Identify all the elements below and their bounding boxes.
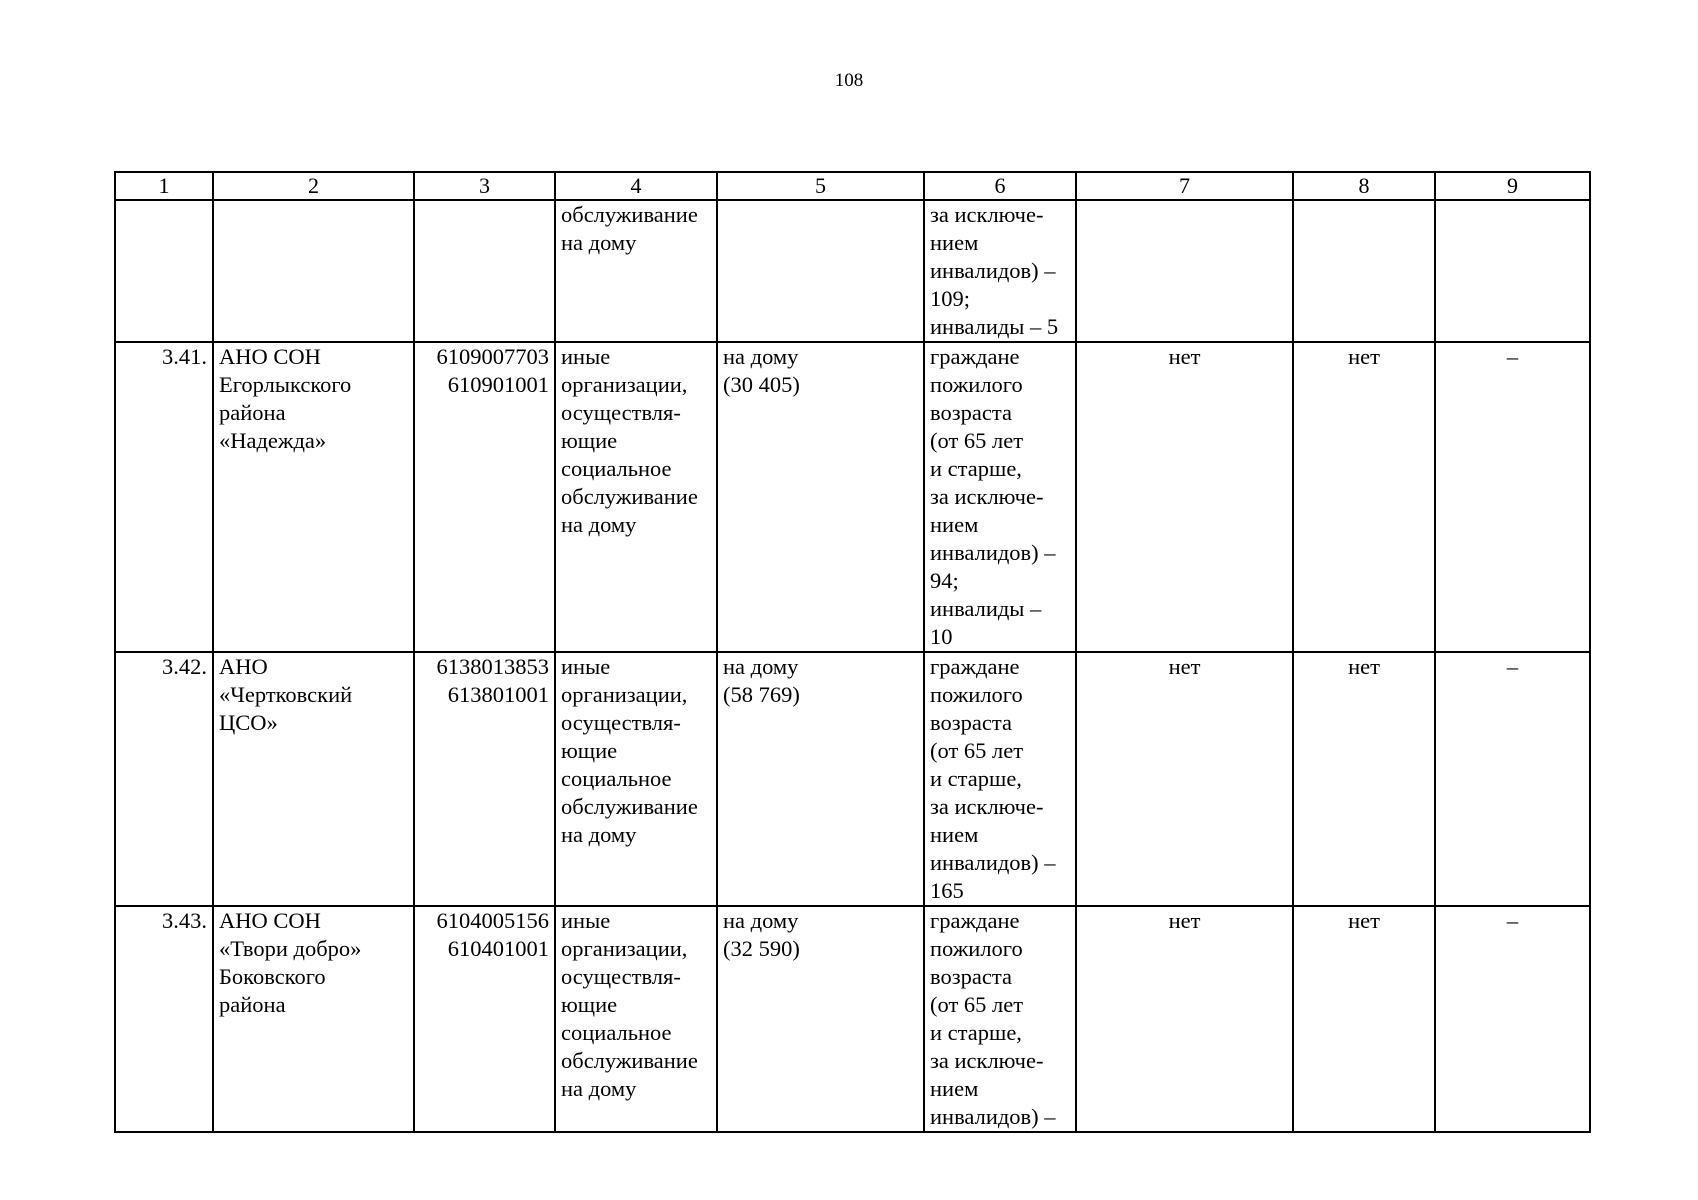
cell-text-line: инвалиды – <box>930 596 1042 621</box>
cell-text-line: граждане <box>930 908 1020 933</box>
table-header-row <box>115 172 1590 200</box>
cell-text-line: 165 <box>930 878 964 903</box>
cell-text-line: «Надежда» <box>219 428 327 453</box>
cell-text-line: 109; <box>930 286 971 311</box>
cell-text-line: инвалиды – 5 <box>930 314 1059 339</box>
cell-text-line: на дому <box>561 230 637 255</box>
table-row <box>115 652 1590 906</box>
cell-text-line: иные <box>561 654 611 679</box>
organization-name-cell <box>213 906 414 1132</box>
cell-text-line: нием <box>930 230 979 255</box>
cell-text-line: инвалидов) – <box>930 850 1056 875</box>
cell-text-line: нием <box>930 1076 979 1101</box>
cell-text-line: иные <box>561 908 611 933</box>
cell-text-line: социальное <box>561 766 672 791</box>
cell-text-line: «Чертковский <box>219 682 353 707</box>
cell-text-line: (от 65 лет <box>930 428 1024 453</box>
service-form-cell <box>717 342 924 652</box>
cell-text-line: 610901001 <box>447 372 549 397</box>
inn-kpp-cell <box>414 652 555 906</box>
inn-kpp-cell <box>414 906 555 1132</box>
row-number-cell: 3.41. <box>115 342 213 652</box>
organization-type-cell <box>555 652 717 906</box>
cell-text-line: обслуживание <box>561 794 698 819</box>
cell-text-line: возраста <box>930 710 1012 735</box>
cell-text-line: на дому <box>723 344 799 369</box>
column-9-cell: – <box>1435 652 1590 906</box>
recipients-cell <box>924 200 1076 342</box>
column-header: 4 <box>555 172 717 200</box>
column-8-cell: нет <box>1293 652 1435 906</box>
cell-text-line: ющие <box>561 738 618 763</box>
row-number-cell: 3.42. <box>115 652 213 906</box>
cell-text-line: и старше, <box>930 766 1022 791</box>
column-9-cell: – <box>1435 342 1590 652</box>
column-header: 3 <box>414 172 555 200</box>
cell-text-line: на дому <box>723 908 799 933</box>
inn-kpp-cell <box>414 342 555 652</box>
cell-text-line: АНО СОН <box>219 344 321 369</box>
cell-text-line: обслуживание <box>561 202 698 227</box>
cell-text-line: инвалидов) – <box>930 1104 1056 1129</box>
cell-text-line: на дому <box>561 512 637 537</box>
column-header: 2 <box>213 172 414 200</box>
cell-text-line: ющие <box>561 428 618 453</box>
column-7-cell: нет <box>1076 652 1293 906</box>
cell-text-line: нием <box>930 822 979 847</box>
column-header: 8 <box>1293 172 1435 200</box>
cell-text-line: и старше, <box>930 1020 1022 1045</box>
cell-text-line: иные <box>561 344 611 369</box>
cell-text-line: осуществля- <box>561 964 681 989</box>
column-9-cell <box>1435 200 1590 342</box>
cell-text-line: социальное <box>561 456 672 481</box>
cell-text-line: 6109007703 <box>436 344 549 369</box>
row-number-cell <box>115 200 213 342</box>
cell-text-line: 94; <box>930 568 959 593</box>
inn-kpp-cell <box>414 200 555 342</box>
cell-text-line: на дому <box>561 822 637 847</box>
cell-text-line: Егорлыкского <box>219 372 352 397</box>
organization-type-cell <box>555 342 717 652</box>
cell-text-line: ющие <box>561 992 618 1017</box>
cell-text-line: пожилого <box>930 372 1023 397</box>
cell-text-line: за исключе- <box>930 1048 1044 1073</box>
column-7-cell: нет <box>1076 906 1293 1132</box>
cell-text-line: АНО СОН <box>219 908 321 933</box>
cell-text-line: инвалидов) – <box>930 540 1056 565</box>
table-body <box>115 200 1590 1132</box>
column-header: 6 <box>924 172 1076 200</box>
cell-text-line: нием <box>930 512 979 537</box>
cell-text-line: (30 405) <box>723 372 800 397</box>
cell-text-line: осуществля- <box>561 710 681 735</box>
column-7-cell: нет <box>1076 342 1293 652</box>
cell-text-line: (от 65 лет <box>930 992 1024 1017</box>
column-header: 5 <box>717 172 924 200</box>
cell-text-line: пожилого <box>930 936 1023 961</box>
column-7-cell <box>1076 200 1293 342</box>
recipients-cell <box>924 342 1076 652</box>
cell-text-line: 6138013853 <box>436 654 549 679</box>
table-row <box>115 906 1590 1132</box>
table-row <box>115 200 1590 342</box>
row-number-cell: 3.43. <box>115 906 213 1132</box>
cell-text-line: Боковского <box>219 964 326 989</box>
column-8-cell: нет <box>1293 342 1435 652</box>
service-form-cell <box>717 652 924 906</box>
column-8-cell: нет <box>1293 906 1435 1132</box>
cell-text-line: инвалидов) – <box>930 258 1056 283</box>
cell-text-line: ЦСО» <box>219 710 278 735</box>
cell-text-line: за исключе- <box>930 484 1044 509</box>
cell-text-line: обслуживание <box>561 484 698 509</box>
cell-text-line: 6104005156 <box>436 908 549 933</box>
organization-name-cell <box>213 200 414 342</box>
cell-text-line: (58 769) <box>723 682 800 707</box>
organization-type-cell <box>555 906 717 1132</box>
cell-text-line: на дому <box>723 654 799 679</box>
cell-text-line: района <box>219 400 286 425</box>
cell-text-line: пожилого <box>930 682 1023 707</box>
service-form-cell <box>717 200 924 342</box>
services-table <box>114 171 1591 1133</box>
column-header: 7 <box>1076 172 1293 200</box>
cell-text-line: 613801001 <box>447 682 549 707</box>
cell-text-line: осуществля- <box>561 400 681 425</box>
cell-text-line: возраста <box>930 964 1012 989</box>
recipients-cell <box>924 906 1076 1132</box>
cell-text-line: (от 65 лет <box>930 738 1024 763</box>
cell-text-line: возраста <box>930 400 1012 425</box>
cell-text-line: «Твори добро» <box>219 936 362 961</box>
cell-text-line: обслуживание <box>561 1048 698 1073</box>
cell-text-line: организации, <box>561 682 688 707</box>
organization-name-cell <box>213 652 414 906</box>
cell-text-line: организации, <box>561 372 688 397</box>
cell-text-line: 610401001 <box>447 936 549 961</box>
column-8-cell <box>1293 200 1435 342</box>
cell-text-line: на дому <box>561 1076 637 1101</box>
cell-text-line: социальное <box>561 1020 672 1045</box>
organization-name-cell <box>213 342 414 652</box>
cell-text-line: организации, <box>561 936 688 961</box>
table-row <box>115 342 1590 652</box>
cell-text-line: (32 590) <box>723 936 800 961</box>
column-header: 9 <box>1435 172 1590 200</box>
page-number: 108 <box>834 70 864 91</box>
column-9-cell: – <box>1435 906 1590 1132</box>
cell-text-line: и старше, <box>930 456 1022 481</box>
service-form-cell <box>717 906 924 1132</box>
cell-text-line: АНО <box>219 654 268 679</box>
recipients-cell <box>924 652 1076 906</box>
cell-text-line: за исключе- <box>930 794 1044 819</box>
organization-type-cell <box>555 200 717 342</box>
cell-text-line: граждане <box>930 654 1020 679</box>
column-header: 1 <box>115 172 213 200</box>
cell-text-line: 10 <box>930 624 953 649</box>
cell-text-line: граждане <box>930 344 1020 369</box>
cell-text-line: района <box>219 992 286 1017</box>
cell-text-line: за исключе- <box>930 202 1044 227</box>
